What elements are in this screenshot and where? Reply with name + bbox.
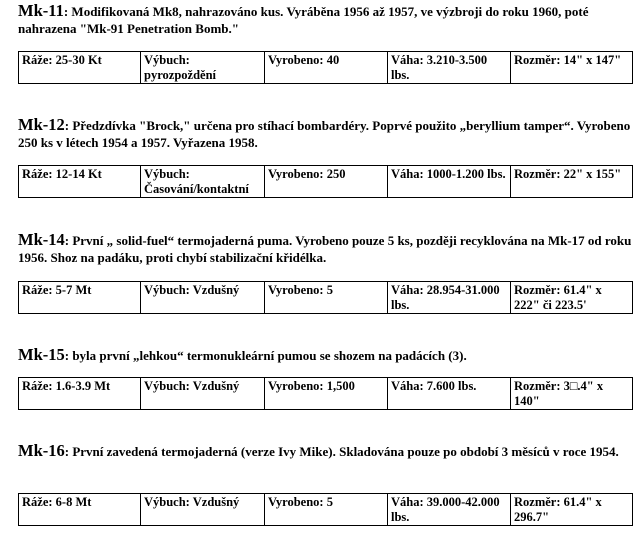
spec-table	[18, 165, 633, 198]
weight-cell: Váha: 3.210-3.500 lbs.	[388, 52, 511, 84]
section-heading	[18, 2, 632, 37]
table-row	[19, 166, 633, 198]
section-mk14	[18, 230, 632, 312]
spec-table	[18, 51, 633, 84]
caliber-cell: Ráže: 6-8 Mt	[19, 494, 141, 526]
produced-cell: Vyrobeno: 250	[265, 166, 388, 198]
dimension-cell: Rozměr: 3□.4" x 140"	[511, 378, 633, 410]
spec-table	[18, 281, 633, 314]
table-row	[19, 494, 633, 526]
weight-cell: Váha: 7.600 lbs.	[388, 378, 511, 410]
caliber-cell: Ráže: 25-30 Kt	[19, 52, 141, 84]
produced-cell: Vyrobeno: 40	[265, 52, 388, 84]
table-row	[19, 52, 633, 84]
dimension-cell: Rozměr: 61.4" x 222" či 223.5'	[511, 282, 633, 314]
dimension-cell: Rozměr: 14" x 147"	[511, 52, 633, 84]
spec-table	[18, 377, 633, 410]
weapon-code: Mk-16	[18, 441, 65, 460]
produced-cell: Vyrobeno: 1,500	[265, 378, 388, 410]
section-heading	[18, 116, 632, 151]
section-heading	[18, 442, 632, 460]
produced-cell: Vyrobeno: 5	[265, 282, 388, 314]
dimension-cell: Rozměr: 61.4" x 296.7"	[511, 494, 633, 526]
weapon-code: Mk-15	[18, 345, 65, 364]
detonation-cell: Výbuch: Vzdušný	[141, 378, 265, 410]
detonation-cell: Výbuch: Časování/kontaktní	[141, 166, 265, 198]
weapon-description: : Předzdívka "Brock," určena pro stíhací bombardéry. Poprvé použito „beryllium tamper“. Vyrobeno 250 ks v létech 1954 a 1957. Vyřazena 1958.	[18, 118, 631, 150]
detonation-cell: Výbuch: Vzdušný	[141, 494, 265, 526]
spec-table	[18, 493, 633, 526]
section-heading	[18, 231, 632, 266]
detonation-cell: Výbuch: pyrozpoždění	[141, 52, 265, 84]
caliber-cell: Ráže: 5-7 Mt	[19, 282, 141, 314]
section-mk15	[18, 345, 632, 408]
section-heading	[18, 346, 632, 364]
section-mk12	[18, 115, 632, 196]
dimension-cell: Rozměr: 22" x 155"	[511, 166, 633, 198]
weight-cell: Váha: 1000-1.200 lbs.	[388, 166, 511, 198]
table-row	[19, 378, 633, 410]
weapon-description: : byla první „lehkou“ termonukleární pumou se shozem na padácích (3).	[64, 348, 467, 363]
caliber-cell: Ráže: 1.6-3.9 Mt	[19, 378, 141, 410]
table-row	[19, 282, 633, 314]
produced-cell: Vyrobeno: 5	[265, 494, 388, 526]
weapon-description: : První zavedená termojaderná (verze Ivy Mike). Skladována pouze po období 3 měsíců v roce 1954.	[64, 444, 619, 459]
caliber-cell: Ráže: 12-14 Kt	[19, 166, 141, 198]
weight-cell: Váha: 39.000-42.000 lbs.	[388, 494, 511, 526]
weapon-code: Mk-11	[18, 1, 64, 20]
weapon-code: Mk-14	[18, 230, 65, 249]
section-mk11	[18, 1, 632, 82]
section-mk16	[18, 441, 632, 524]
weapon-description: : První „ solid-fuel“ termojaderná puma. Vyrobeno pouze 5 ks, později recyklována na Mk-17 od roku 1956. Shoz na padáku, proti chybí stabilizační křidélka.	[18, 233, 632, 265]
weapon-description: : Modifikovaná Mk8, nahrazováno kus. Vyráběna 1956 až 1957, ve výzbroji do roku 1960, poté nahrazena "Mk-91 Penetration Bomb."	[18, 4, 589, 36]
weight-cell: Váha: 28.954-31.000 lbs.	[388, 282, 511, 314]
weapon-code: Mk-12	[18, 115, 65, 134]
detonation-cell: Výbuch: Vzdušný	[141, 282, 265, 314]
